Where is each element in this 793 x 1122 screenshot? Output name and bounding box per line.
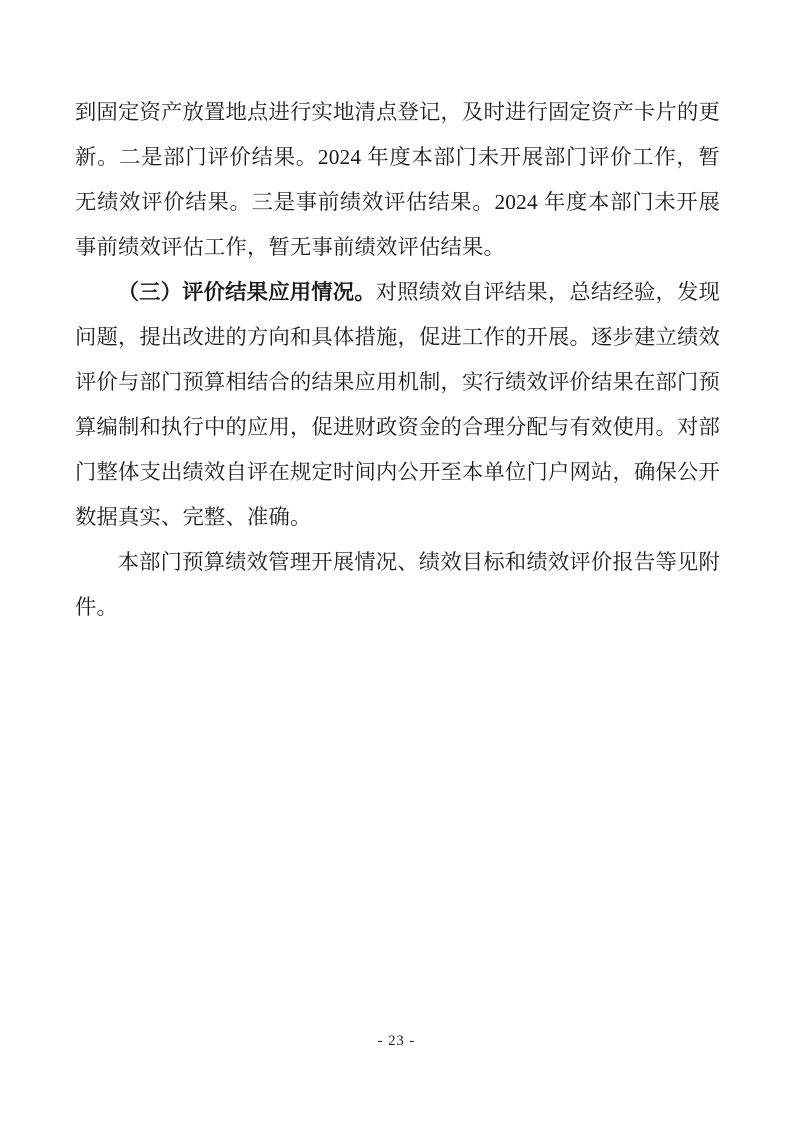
paragraph-text: 对照绩效自评结果，总结经验，发现问题，提出改进的方向和具体措施，促进工作的开展。逐步建立绩效评价与部门预算相结合的结果应用机制，实行绩效评价结果在部门预算编制和执行中的应用，促进财政资金的合理分配与有效使用。对部门整体支出绩效自评在规定时间内公开至本单位门户网站，确保公开数据真实、完整、准确。 bbox=[75, 280, 721, 529]
page-number: - 23 - bbox=[377, 1033, 416, 1049]
paragraph-text: 本部门预算绩效管理开展情况、绩效目标和绩效评价报告等见附件。 bbox=[75, 550, 720, 619]
paragraph-closing bbox=[75, 540, 720, 630]
document-body bbox=[75, 90, 720, 630]
section-heading: （三）评价结果应用情况。 bbox=[117, 280, 376, 304]
paragraph-text: 到固定资产放置地点进行实地清点登记，及时进行固定资产卡片的更新。二是部门评价结果。2024 年度本部门未开展部门评价工作，暂无绩效评价结果。三是事前绩效评估结果。2024 年度本部门未开展事前绩效评估工作，暂无事前绩效评估结果。 bbox=[75, 100, 720, 259]
paragraph-section-3 bbox=[75, 270, 720, 540]
paragraph-continuation bbox=[75, 90, 720, 270]
